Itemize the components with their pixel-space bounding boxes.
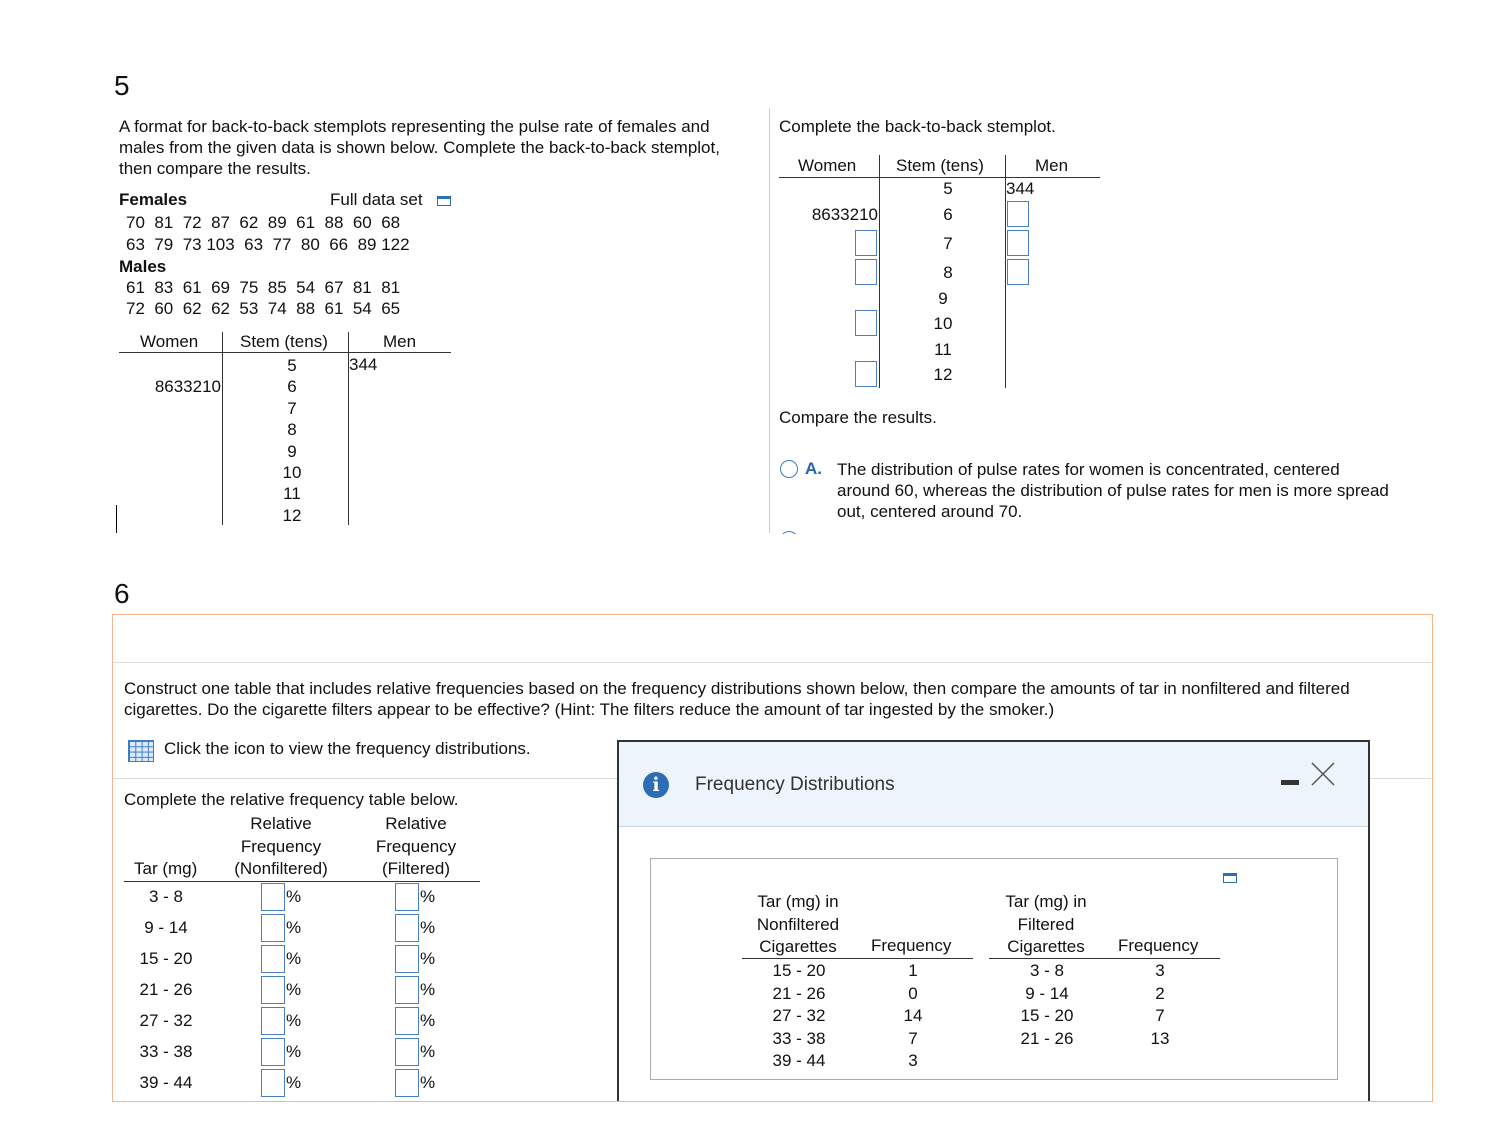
rel-row-class: 33 - 38: [139, 1042, 193, 1061]
percent-sign: %: [286, 1073, 302, 1092]
q6-intro-line: cigarettes. Do the cigarette filters appear to be effective? (Hint: The filters reduce the amount of tar ingested by the smoker.): [124, 700, 1055, 719]
header-line: Nonfiltered: [756, 914, 840, 934]
text-cursor: [116, 505, 117, 533]
males-label: Males: [119, 257, 167, 276]
minimize-icon[interactable]: [1281, 780, 1299, 785]
males-data-row: 72 60 62 62 53 74 88 61 54 65: [126, 299, 401, 318]
q5-intro: [119, 116, 759, 179]
option-b-cropped: [780, 531, 1400, 534]
option-a-radio[interactable]: [780, 460, 798, 478]
percent-sign: %: [420, 1073, 436, 1092]
percent-sign: %: [420, 980, 436, 999]
rel-table-rule: [124, 881, 480, 882]
men-leaf-input-8[interactable]: [1007, 259, 1029, 285]
percent-sign: %: [420, 1042, 436, 1061]
option-a-text: [837, 459, 1437, 522]
percent-sign: %: [286, 918, 302, 937]
stem-value: 6: [287, 377, 297, 397]
stem-value: 7: [943, 234, 953, 253]
nonfiltered-header: [743, 891, 853, 959]
header-line: Tar (mg) in: [757, 892, 839, 911]
frequency-value: 0: [908, 983, 918, 1003]
rel-row-class: 21 - 26: [139, 980, 193, 999]
q6-intro-line: Construct one table that includes relative frequencies based on the frequency distributions shown below, then compare the amounts of tar in nonfiltered and filtered: [124, 679, 1350, 698]
men-leaf-input-7[interactable]: [1007, 230, 1029, 256]
question-number-5: 5: [114, 70, 130, 101]
filtered-header: [991, 891, 1101, 959]
stem-value: 6: [943, 205, 953, 224]
view-distributions-prompt[interactable]: Click the icon to view the frequency distributions.: [164, 739, 531, 758]
nonfiltered-input[interactable]: [261, 976, 285, 1004]
males-data-row: 61 83 61 69 75 85 54 67 81 81: [126, 278, 401, 297]
females-label: Females: [119, 190, 188, 209]
option-a-line: The distribution of pulse rates for women is concentrated, centered: [837, 460, 1340, 479]
class-value: 15 - 20: [1020, 1006, 1074, 1026]
frequency-value: 13: [1150, 1028, 1170, 1048]
rel-table-prompt: Complete the relative frequency table below.: [124, 790, 459, 809]
panel-divider: [769, 108, 770, 533]
expand-icon[interactable]: [437, 196, 451, 206]
info-icon: i: [643, 772, 669, 798]
rel-row-class: 27 - 32: [139, 1011, 193, 1030]
women-leaf-input-7[interactable]: [855, 230, 877, 256]
compare-prompt: Compare the results.: [779, 408, 937, 427]
class-value: 21 - 26: [1020, 1028, 1074, 1048]
rel-header-filtered: [356, 813, 476, 881]
stem-value: 5: [287, 356, 297, 375]
women-leaf-input-8[interactable]: [855, 259, 877, 285]
stem-header-women: Women: [798, 156, 857, 175]
dialog-title: Frequency Distributions: [695, 774, 895, 795]
women-leaf-input-10[interactable]: [855, 310, 877, 336]
header-line: Cigarettes: [759, 937, 837, 956]
frequency-value: 3: [908, 1051, 918, 1071]
frequency-header: Frequency: [871, 936, 952, 955]
header-line: Cigarettes: [1007, 937, 1085, 956]
header-line: Frequency: [375, 836, 457, 856]
option-a-letter: A.: [805, 459, 822, 478]
percent-sign: %: [420, 918, 436, 937]
q5-intro-line: then compare the results.: [119, 159, 311, 178]
rel-header-tar: Tar (mg): [134, 859, 198, 878]
q6-intro: [124, 678, 1433, 720]
percent-sign: %: [286, 887, 302, 906]
rel-row-class: 39 - 44: [139, 1073, 193, 1092]
filtered-input[interactable]: [395, 1038, 419, 1066]
filtered-input[interactable]: [395, 945, 419, 973]
stem-header-stem: Stem (tens): [240, 332, 328, 351]
percent-sign: %: [286, 1011, 302, 1030]
nonfiltered-classes: [753, 960, 845, 1073]
table-rule: [989, 958, 1220, 959]
nonfiltered-input[interactable]: [261, 883, 285, 911]
nonfiltered-input[interactable]: [261, 1069, 285, 1097]
nonfiltered-frequencies: [883, 960, 943, 1073]
q5-intro-line: males from the given data is shown below. Complete the back-to-back stemplot,: [119, 138, 720, 157]
frequency-value: 1: [908, 961, 918, 980]
stem-header-men: Men: [383, 332, 417, 351]
header-line: Relative: [250, 814, 312, 833]
rel-header-nonfiltered: [221, 813, 341, 881]
stemplot-header-rule: [119, 352, 451, 353]
frequency-value: 3: [1155, 961, 1165, 980]
stem-value: 8: [287, 420, 297, 440]
q6-top-rule: [113, 662, 1433, 663]
stem-value: 11: [934, 340, 952, 359]
filtered-input[interactable]: [395, 1007, 419, 1035]
expand-icon[interactable]: [1223, 873, 1237, 883]
women-leaves-6: 8633210: [154, 377, 221, 396]
distribution-table-panel: [650, 858, 1338, 1080]
frequency-header: Frequency: [1118, 936, 1199, 955]
header-line: Tar (mg) in: [1005, 892, 1087, 911]
filtered-input[interactable]: [395, 883, 419, 911]
stem-column: [262, 355, 322, 526]
header-line: (Filtered): [381, 859, 450, 878]
filtered-frequencies: [1130, 960, 1190, 1050]
females-data-row: 63 79 73 103 63 77 80 66 89 122: [126, 235, 410, 254]
percent-sign: %: [420, 1011, 436, 1030]
females-data-row: 70 81 72 87 62 89 61 88 60 68: [126, 213, 401, 232]
stem-value: 9: [938, 289, 948, 308]
nonfiltered-input[interactable]: [261, 914, 285, 942]
frequency-distributions-dialog: [617, 740, 1370, 1102]
filtered-input[interactable]: [395, 1069, 419, 1097]
filtered-input[interactable]: [395, 976, 419, 1004]
rel-row-class: 15 - 20: [139, 949, 193, 968]
men-leaves-5: 344: [349, 355, 378, 374]
full-data-set-link[interactable]: Full data set: [330, 190, 423, 209]
class-value: 33 - 38: [772, 1028, 826, 1048]
close-icon[interactable]: [1309, 760, 1337, 788]
stemplot-divider: [879, 155, 880, 388]
frequency-value: 7: [908, 1028, 918, 1048]
women-leaves-6: 8633210: [811, 205, 878, 224]
stem-value: 10: [282, 463, 302, 483]
women-leaf-input-12[interactable]: [855, 361, 877, 387]
nonfiltered-input[interactable]: [261, 1038, 285, 1066]
filtered-classes: [1001, 960, 1093, 1050]
stem-value: 9: [287, 441, 297, 461]
men-leaves-5: 344: [1006, 179, 1035, 198]
class-value: 21 - 26: [772, 983, 826, 1003]
percent-sign: %: [286, 949, 302, 968]
stem-value: 11: [283, 484, 301, 504]
percent-sign: %: [286, 1042, 302, 1061]
table-icon[interactable]: [128, 740, 154, 762]
option-a-line: out, centered around 70.: [837, 502, 1023, 521]
q5-intro-line: A format for back-to-back stemplots representing the pulse rate of females and: [119, 117, 710, 136]
question-number-6: 6: [114, 578, 130, 609]
complete-stemplot-prompt: Complete the back-to-back stemplot.: [779, 117, 1056, 136]
class-value: 39 - 44: [772, 1051, 826, 1071]
stem-value: 8: [943, 263, 953, 282]
nonfiltered-input[interactable]: [261, 945, 285, 973]
filtered-input[interactable]: [395, 914, 419, 942]
stemplot-divider: [222, 332, 223, 525]
frequency-value: 7: [1155, 1006, 1165, 1026]
rel-row-class: 9 - 14: [144, 918, 188, 937]
header-line: (Nonfiltered): [234, 859, 328, 878]
header-line: Filtered: [1017, 914, 1075, 934]
percent-sign: %: [286, 980, 302, 999]
men-leaf-input-6[interactable]: [1007, 201, 1029, 227]
percent-sign: %: [420, 887, 436, 906]
stem-header-stem: Stem (tens): [896, 156, 984, 175]
stem-value: 7: [287, 398, 297, 418]
stem-value: 12: [933, 365, 953, 384]
stem-value: 10: [933, 314, 953, 333]
header-line: Frequency: [240, 836, 322, 856]
stem-value: 5: [943, 179, 953, 198]
stem-header-women: Women: [140, 332, 199, 351]
stemplot-header-rule: [779, 177, 1100, 178]
percent-sign: %: [420, 949, 436, 968]
table-rule: [742, 958, 973, 959]
q6-frame: [112, 614, 1433, 1102]
option-a-line: around 60, whereas the distribution of pulse rates for men is more spread: [837, 481, 1389, 500]
nonfiltered-input[interactable]: [261, 1007, 285, 1035]
stem-value: 12: [282, 505, 302, 525]
header-line: Relative: [385, 814, 447, 833]
class-value: 27 - 32: [772, 1006, 826, 1026]
frequency-value: 14: [903, 1006, 923, 1026]
frequency-value: 2: [1155, 983, 1165, 1003]
rel-row-class: 3 - 8: [148, 887, 184, 906]
class-value: 3 - 8: [1029, 961, 1065, 980]
class-value: 9 - 14: [1025, 983, 1069, 1003]
class-value: 15 - 20: [772, 961, 826, 980]
stem-header-men: Men: [1035, 156, 1069, 175]
